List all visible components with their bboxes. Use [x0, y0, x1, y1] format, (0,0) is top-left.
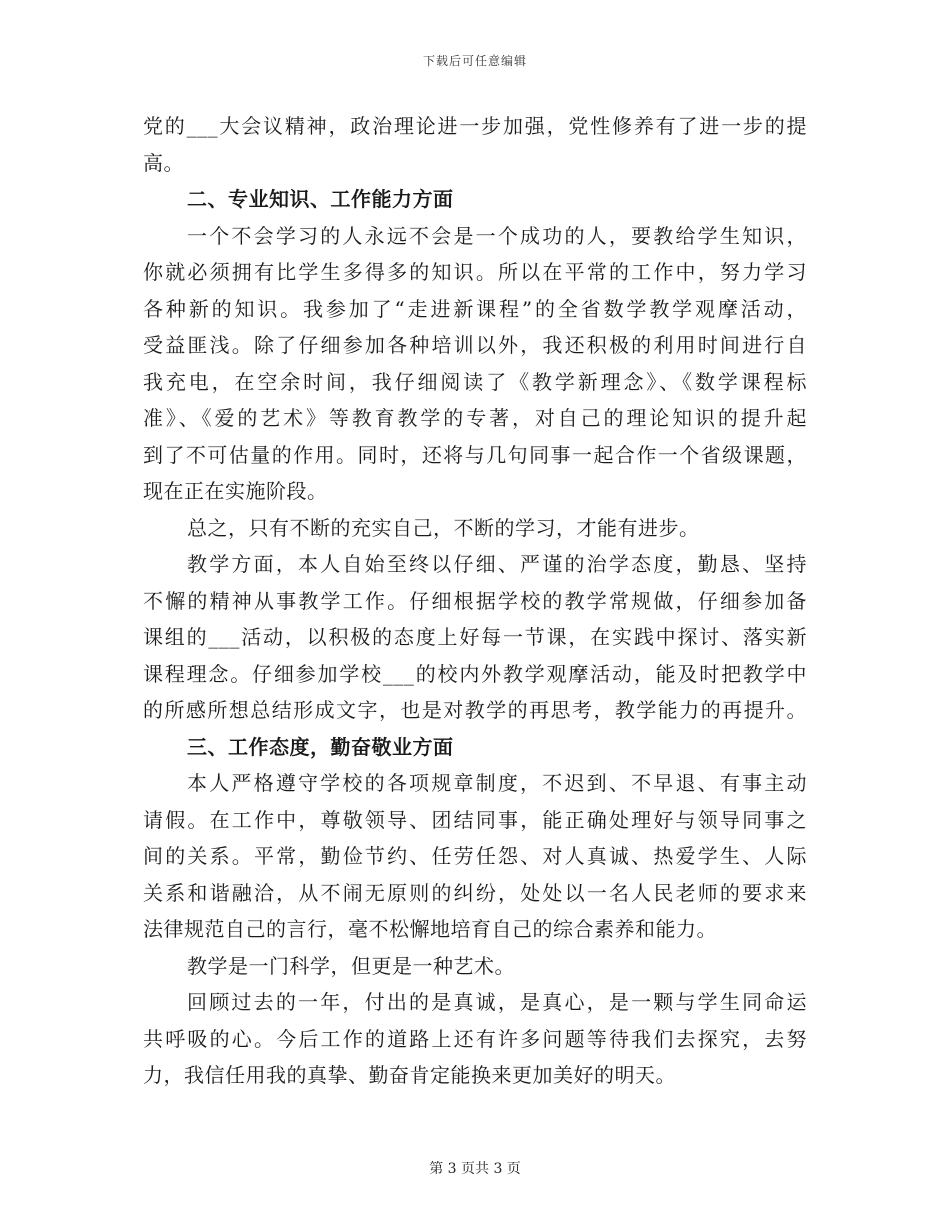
- body-line: 共呼吸的心。今后工作的道路上还有许多问题等待我们去探究，去努: [143, 1026, 807, 1051]
- body-line: 受益匪浅。除了仔细参加各种培训以外，我还积极的利用时间进行自: [143, 333, 807, 357]
- body-line: 我充电，在空余时间，我仔细阅读了《教学新理念》、《数学课程标: [143, 369, 807, 394]
- body-line: 课组的___活动，以积极的态度上好每一节课，在实践中探讨、落实新: [143, 625, 807, 649]
- body-line: 力，我信任用我的真挚、勤奋肯定能换来更加美好的明天。: [143, 1063, 676, 1087]
- document-body: [143, 108, 807, 1094]
- header-note: 下载后可任意编辑: [422, 54, 527, 68]
- body-line: 本人严格遵守学校的各项规章制度，不迟到、不早退、有事主动: [187, 771, 807, 795]
- page-number: 第 3 页共 3 页: [429, 1161, 521, 1177]
- body-line: 教学是一门科学，但更是一种艺术。: [187, 953, 515, 978]
- section-heading: 三、工作态度，勤奋敬业方面: [187, 734, 454, 759]
- body-line: 间的关系。平常，勤俭节约、任劳任怨、对人真诚、热爱学生、人际: [143, 844, 807, 868]
- body-line: 关系和谐融洽，从不闹无原则的纠纷，处处以一名人民老师的要求来: [143, 880, 807, 905]
- body-line: 课程理念。仔细参加学校___的校内外教学观摩活动，能及时把教学中: [143, 661, 807, 686]
- body-line: 党的___大会议精神，政治理论进一步加强，党性修养有了进一步的提: [143, 114, 807, 138]
- body-line: 各种新的知识。我参加了“走进新课程”的全省数学教学观摩活动，: [143, 296, 807, 321]
- body-line: 教学方面，本人自始至终以仔细、严谨的治学态度，勤恳、坚持: [187, 552, 807, 576]
- body-line: 准》、《爱的艺术》等教育教学的专著，对自己的理论知识的提升起: [143, 406, 807, 430]
- body-line: 法律规范自己的言行，毫不松懈地培育自己的综合素养和能力。: [143, 917, 717, 941]
- body-line: 到了不可估量的作用。同时，还将与几句同事一起合作一个省级课题，: [143, 442, 807, 467]
- body-line: 一个不会学习的人永远不会是一个成功的人，要教给学生知识，: [187, 223, 807, 248]
- body-line: 高。: [143, 150, 184, 175]
- body-line: 你就必须拥有比学生多得多的知识。所以在平常的工作中，努力学习: [143, 260, 807, 284]
- body-line: 请假。在工作中，尊敬领导、团结同事，能正确处理好与领导同事之: [143, 807, 807, 832]
- body-line: 现在正在实施阶段。: [143, 479, 328, 503]
- body-line: 回顾过去的一年，付出的是真诚，是真心，是一颗与学生同命运: [187, 990, 807, 1014]
- body-line: 不懈的精神从事教学工作。仔细根据学校的教学常规做，仔细参加备: [143, 588, 807, 613]
- section-heading: 二、专业知识、工作能力方面: [187, 187, 454, 211]
- body-line: 的所感所想总结形成文字，也是对教学的再思考，教学能力的再提升。: [143, 698, 807, 722]
- body-line: 总之，只有不断的充实自己，不断的学习，才能有进步。: [187, 515, 700, 540]
